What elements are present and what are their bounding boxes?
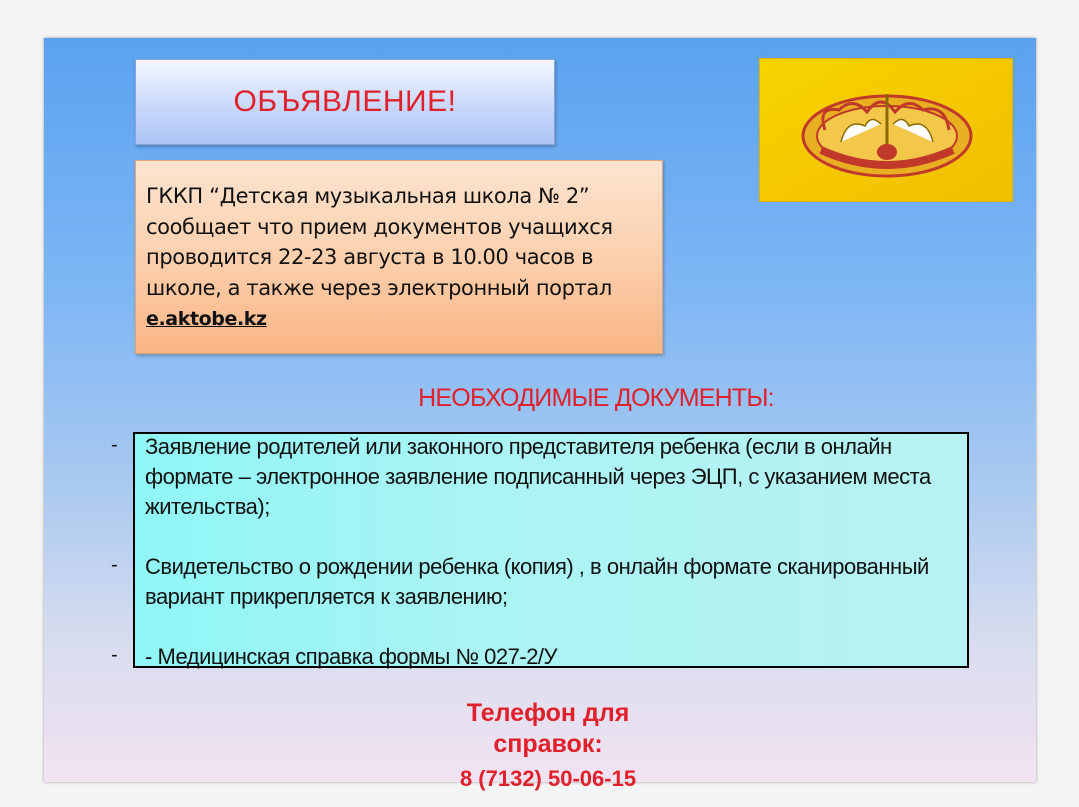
announcement-slide	[44, 38, 1036, 791]
info-paragraph	[146, 181, 652, 335]
list-dash: -	[111, 644, 118, 666]
documents-list	[133, 432, 969, 668]
portal-link[interactable]: e.aktobe.kz	[146, 308, 267, 330]
info-box	[135, 160, 663, 354]
list-item: Свидетельство о рождении ребенка (копия) , в онлайн формате сканированный вариант прикрепляется к заявлению;	[145, 554, 929, 609]
contact-block	[424, 698, 672, 794]
announcement-title: ОБЪЯВЛЕНИЕ!	[233, 85, 457, 118]
documents-heading: НЕОБХОДИМЫЕ ДОКУМЕНТЫ:	[418, 384, 774, 412]
list-item: Заявление родителей или законного представителя ребенка (если в онлайн формате – электронное заявление подписанный через ЭЦП, с указанием места жительства);	[145, 434, 931, 519]
school-flag-emblem-icon	[759, 58, 1013, 202]
list-dash: -	[111, 554, 118, 576]
list-dash: -	[111, 434, 118, 456]
title-box	[135, 59, 555, 145]
emblem	[803, 94, 971, 176]
info-text: ГККП “Детская музыкальная школа № 2” сообщает что прием документов учащихся проводится 22-23 августа в 10.00 часов в школе, а также через электронный портал	[146, 184, 613, 300]
list-item: - Медицинская справка формы № 027-2/У	[145, 644, 558, 669]
phone-number[interactable]: 8 (7132) 50-06-15	[459, 766, 637, 791]
phone-label: Телефон для справок:	[466, 699, 630, 758]
